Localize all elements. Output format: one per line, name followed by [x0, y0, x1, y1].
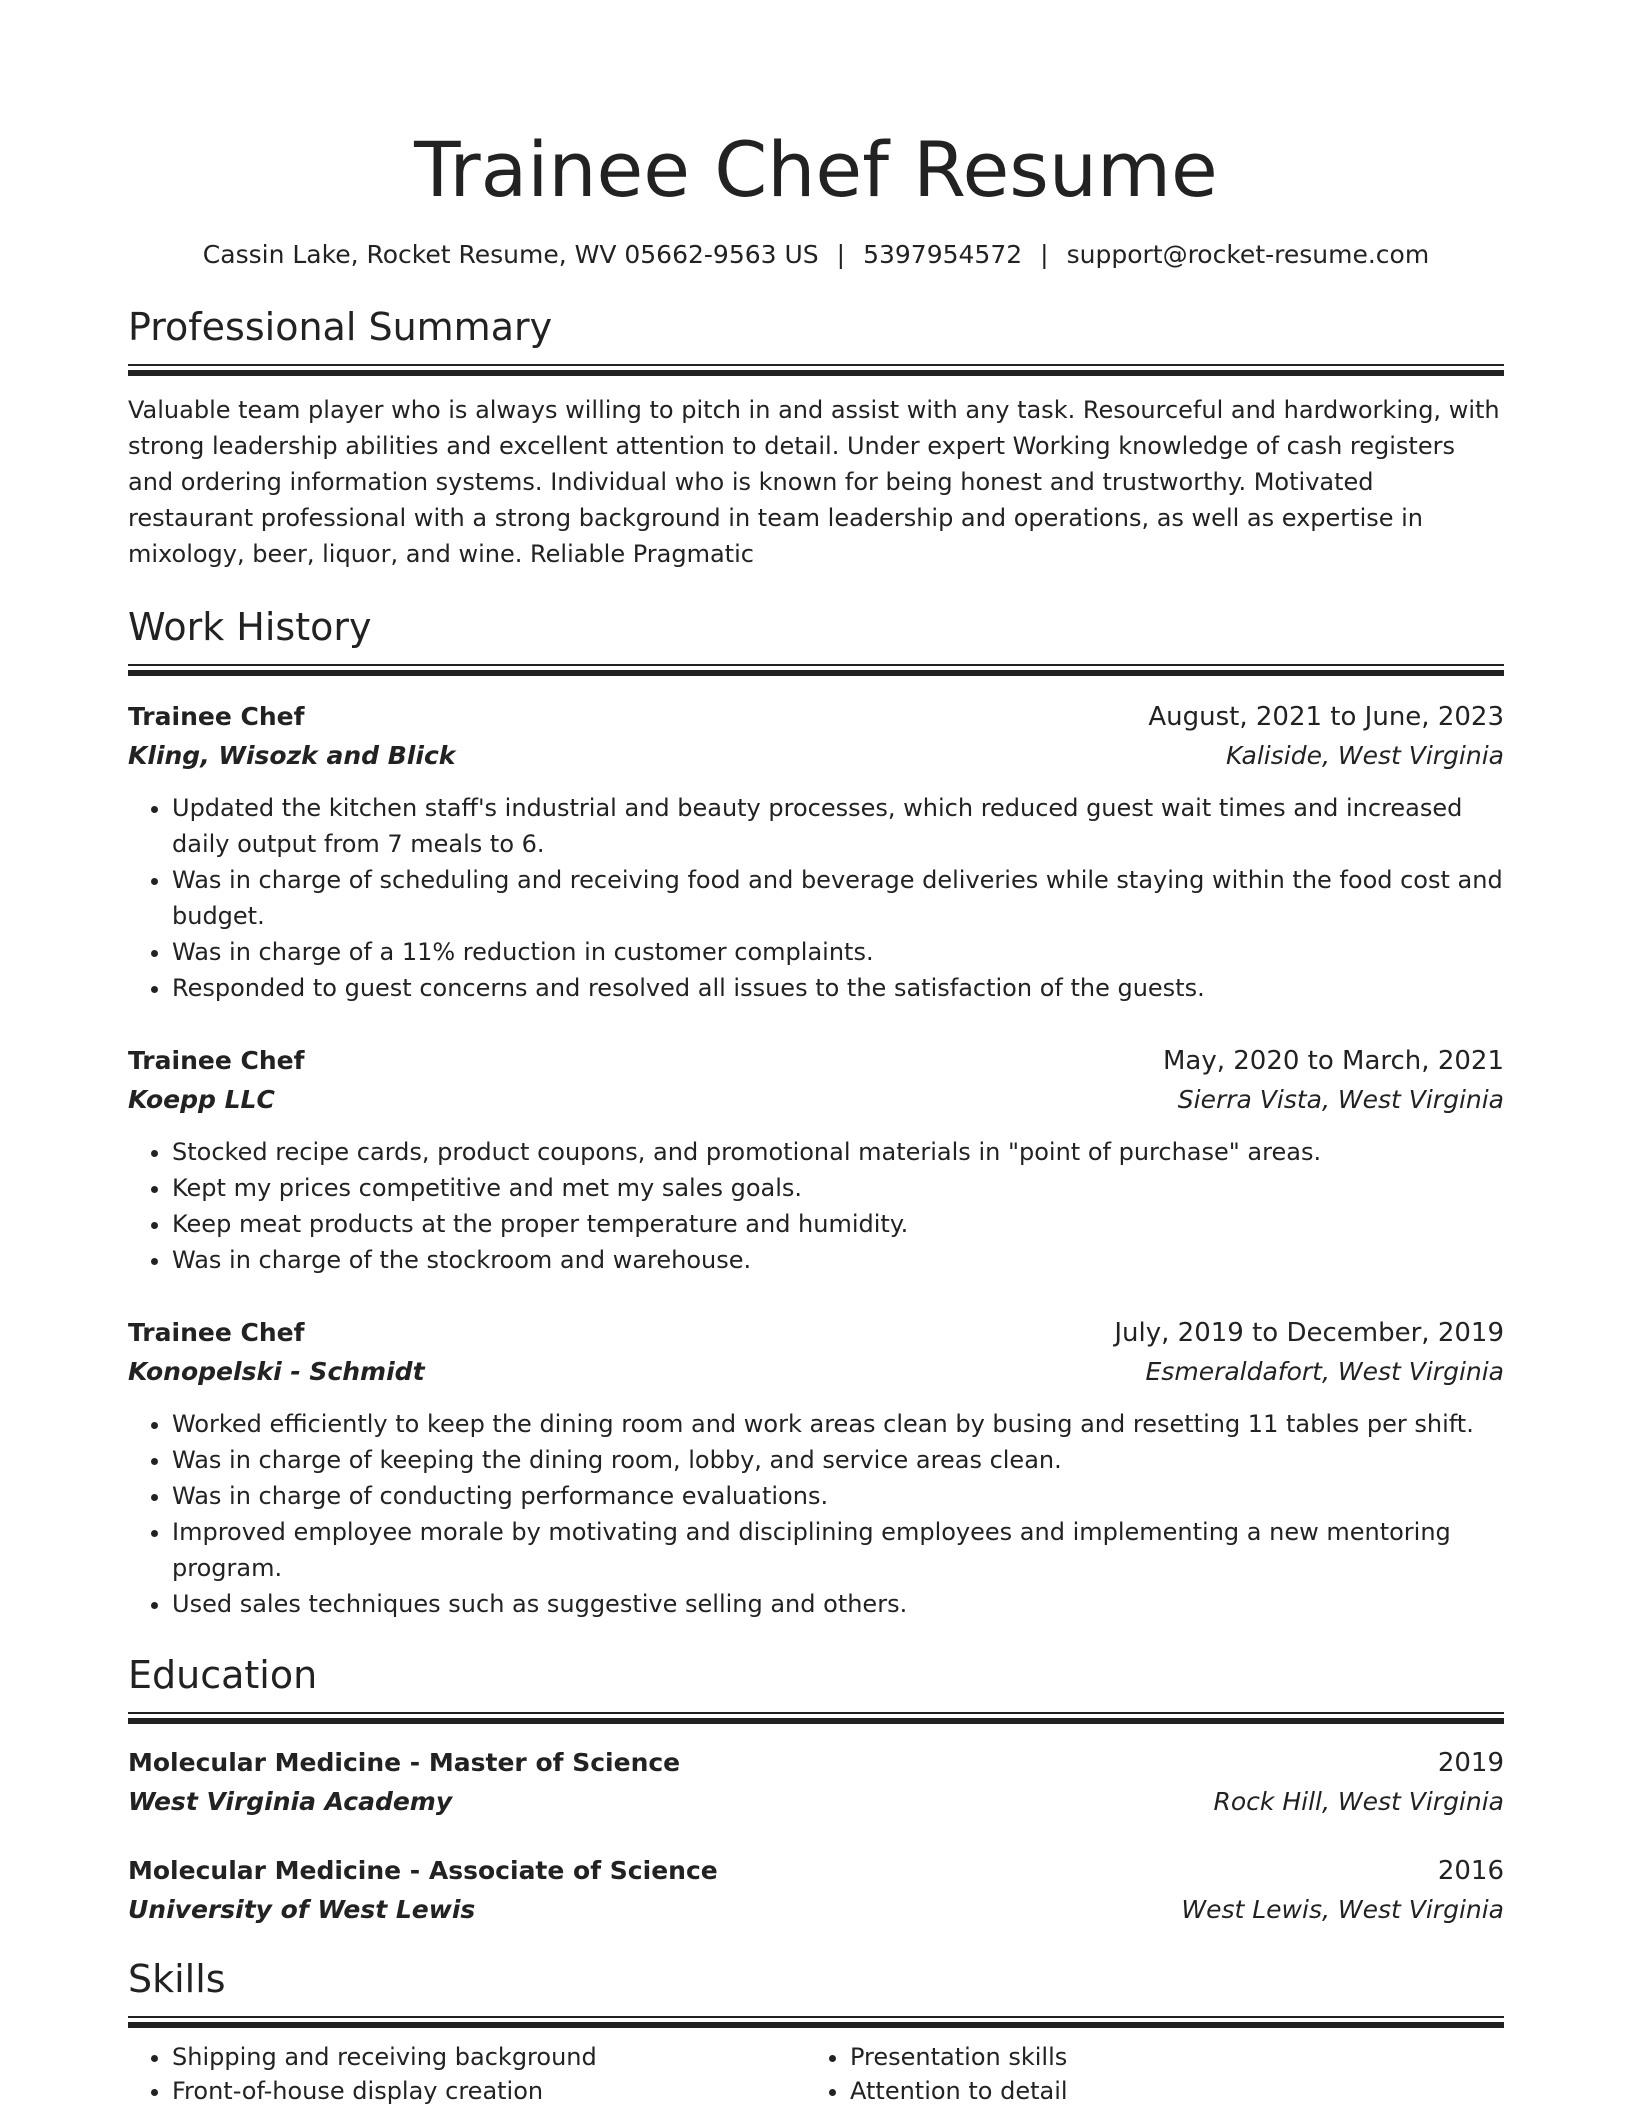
section-heading-summary: Professional Summary	[128, 305, 553, 349]
job-subheader	[128, 736, 1504, 776]
list-item: • Shipping and receiving background	[172, 2040, 806, 2074]
job-location: Kaliside, West Virginia	[1226, 741, 1504, 770]
education-degree: Molecular Medicine - Associate of Science	[128, 1856, 718, 1885]
job-entry	[128, 698, 1504, 1006]
contact-separator: |	[1040, 240, 1049, 269]
list-item: • Responded to guest concerns and resolved all issues to the satisfaction of the guests.	[172, 970, 1504, 1006]
contact-separator: |	[836, 240, 846, 269]
education-header	[128, 1852, 1504, 1890]
education-entry	[128, 1852, 1504, 1930]
education-year: 2019	[1437, 1748, 1504, 1778]
list-item: • Stocked recipe cards, product coupons, and promotional materials in "point of purchase" areas.	[172, 1134, 1504, 1170]
list-item: • Updated the kitchen staff's industrial and beauty processes, which reduced guest wait times and increased daily output from 7 meals to 6.	[172, 790, 1504, 862]
job-bullets	[128, 1134, 1504, 1278]
section-rule	[128, 664, 1504, 676]
skills-columns	[128, 2040, 1504, 2108]
resume-page	[128, 0, 1504, 2108]
education-school: West Virginia Academy	[128, 1787, 453, 1816]
list-item: • Front-of-house display creation	[172, 2074, 806, 2108]
job-dates: August, 2021 to June, 2023	[1148, 702, 1504, 732]
section-heading-skills: Skills	[128, 1957, 226, 2001]
job-bullets	[128, 1406, 1504, 1622]
job-header	[128, 1314, 1504, 1352]
job-title: Trainee Chef	[128, 702, 305, 731]
summary-section	[128, 302, 1504, 572]
section-rule	[128, 1712, 1504, 1724]
skills-section	[128, 1954, 1504, 2108]
job-company: Kling, Wisozk and Blick	[128, 741, 456, 770]
list-item: • Was in charge of keeping the dining room, lobby, and service areas clean.	[172, 1442, 1504, 1478]
education-location: West Lewis, West Virginia	[1181, 1895, 1504, 1924]
education-year: 2016	[1437, 1856, 1504, 1886]
job-company: Koepp LLC	[128, 1085, 275, 1114]
job-header	[128, 1042, 1504, 1080]
list-item: • Keep meat products at the proper temperature and humidity.	[172, 1206, 1504, 1242]
contact-address: Cassin Lake, Rocket Resume, WV 05662-9563 US	[202, 240, 819, 269]
list-item: • Was in charge of conducting performance evaluations.	[172, 1478, 1504, 1514]
resume-title: Trainee Chef Resume	[414, 125, 1218, 214]
contact-line	[128, 238, 1504, 272]
education-subheader	[128, 1890, 1504, 1930]
section-rule	[128, 2016, 1504, 2028]
education-section	[128, 1650, 1504, 1930]
education-entry	[128, 1744, 1504, 1822]
list-item: • Was in charge of the stockroom and warehouse.	[172, 1242, 1504, 1278]
list-item: • Was in charge of a 11% reduction in customer complaints.	[172, 934, 1504, 970]
list-item: • Presentation skills	[850, 2040, 1484, 2074]
list-item: • Used sales techniques such as suggestive selling and others.	[172, 1586, 1504, 1622]
work-history-section	[128, 602, 1504, 1622]
education-location: Rock Hill, West Virginia	[1213, 1787, 1504, 1816]
job-location: Esmeraldafort, West Virginia	[1145, 1357, 1504, 1386]
job-title: Trainee Chef	[128, 1318, 305, 1347]
job-entry	[128, 1314, 1504, 1622]
education-subheader	[128, 1782, 1504, 1822]
list-item: • Was in charge of scheduling and receiving food and beverage deliveries while staying within the food cost and budget.	[172, 862, 1504, 934]
contact-email: support@rocket-resume.com	[1066, 240, 1430, 269]
list-item: • Worked efficiently to keep the dining room and work areas clean by busing and resetting 11 tables per shift.	[172, 1406, 1504, 1442]
job-subheader	[128, 1352, 1504, 1392]
job-header	[128, 698, 1504, 736]
education-degree: Molecular Medicine - Master of Science	[128, 1748, 681, 1777]
job-dates: May, 2020 to March, 2021	[1162, 1046, 1504, 1076]
job-entry	[128, 1042, 1504, 1278]
section-heading-education: Education	[128, 1653, 318, 1697]
job-location: Sierra Vista, West Virginia	[1177, 1085, 1504, 1114]
summary-text: Valuable team player who is always willing to pitch in and assist with any task. Resourceful and hardworking, with strong leadership abilities and excellent attention to detail. Under expert Working knowledge of cash registers and ordering information systems. Individual who is known for being honest and trustworthy. Motivated restaurant professional with a strong background in team leadership and operations, as well as expertise in mixology, beer, liquor, and wine. Reliable Pragmatic	[128, 396, 1500, 568]
section-heading-work: Work History	[128, 605, 372, 649]
job-dates: July, 2019 to December, 2019	[1114, 1318, 1504, 1348]
education-header	[128, 1744, 1504, 1782]
list-item: • Attention to detail	[850, 2074, 1484, 2108]
skills-list-right	[806, 2040, 1484, 2108]
education-school: University of West Lewis	[128, 1895, 476, 1924]
list-item: • Improved employee morale by motivating and disciplining employees and implementing a new mentoring program.	[172, 1514, 1504, 1586]
job-subheader	[128, 1080, 1504, 1120]
job-bullets	[128, 790, 1504, 1006]
contact-phone: 5397954572	[863, 240, 1023, 269]
list-item: • Kept my prices competitive and met my sales goals.	[172, 1170, 1504, 1206]
section-rule	[128, 364, 1504, 376]
skills-list-left	[128, 2040, 806, 2108]
job-title: Trainee Chef	[128, 1046, 305, 1075]
job-company: Konopelski - Schmidt	[128, 1357, 425, 1386]
